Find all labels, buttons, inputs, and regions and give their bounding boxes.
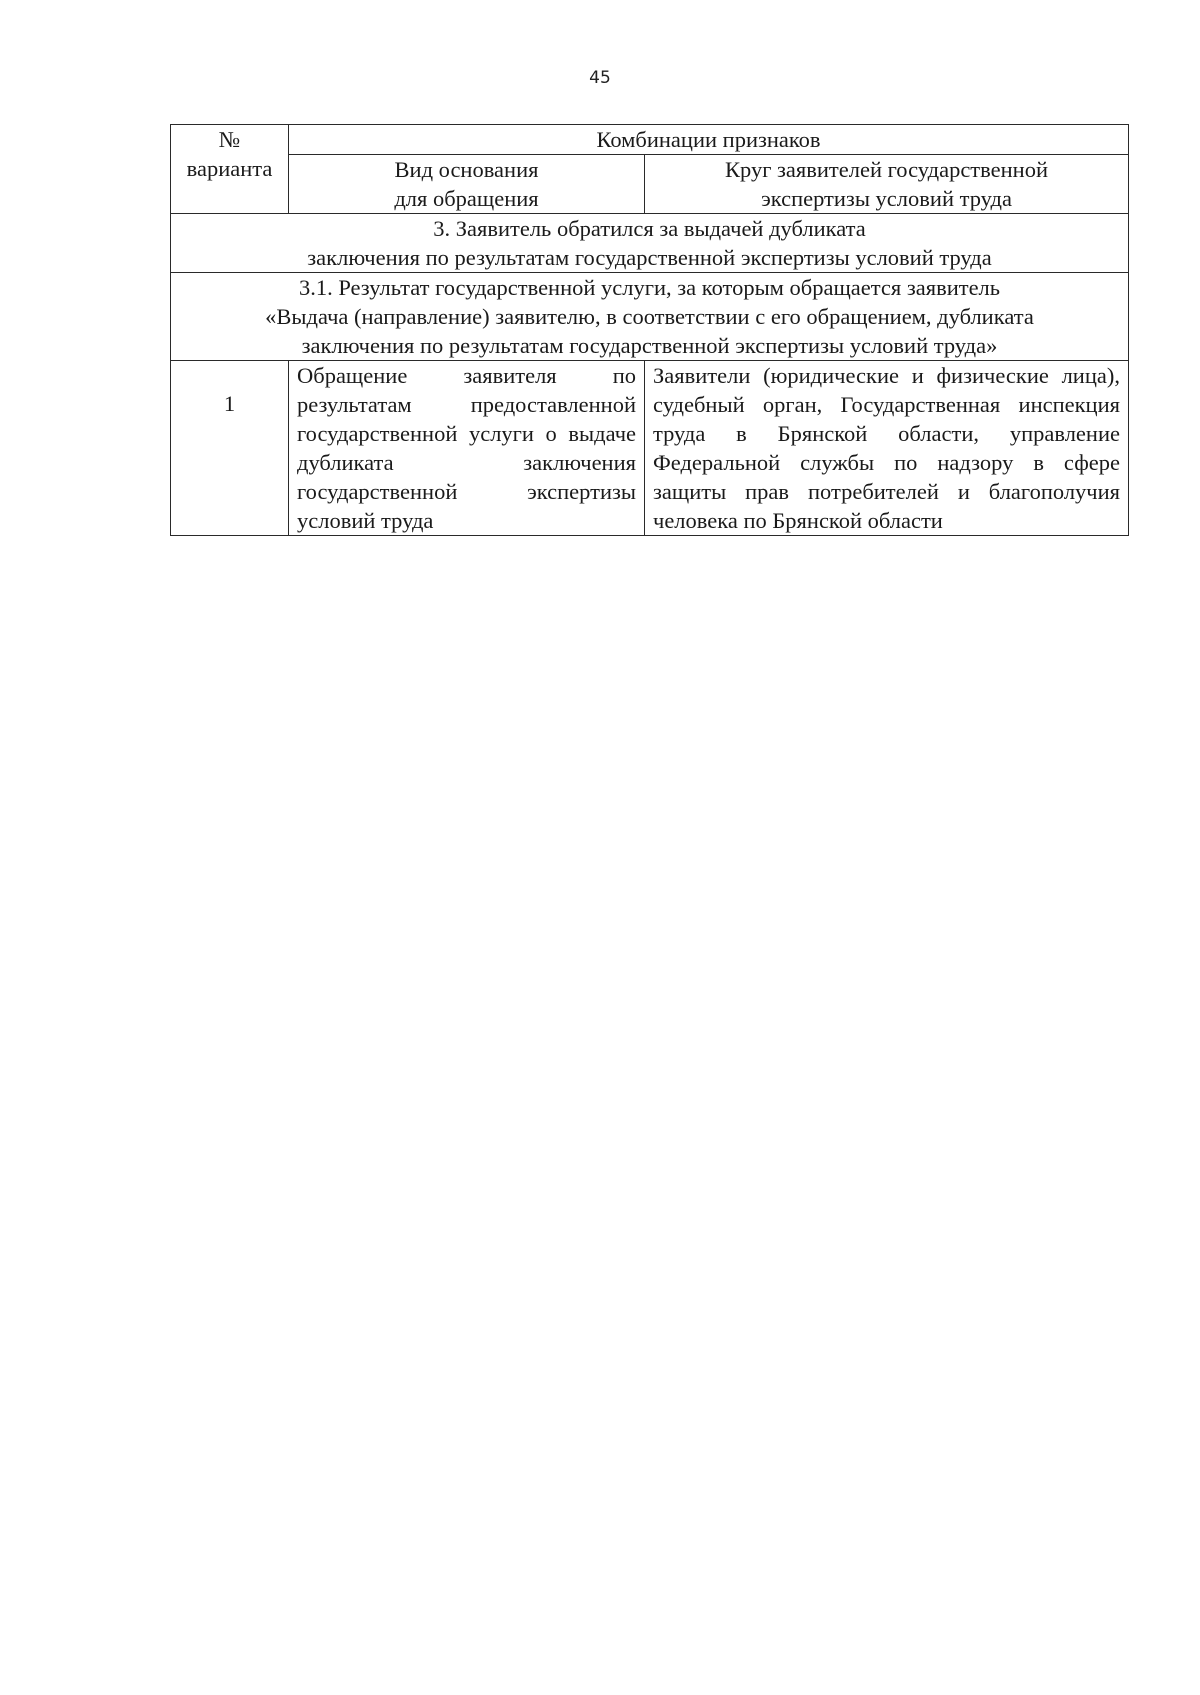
header-applicants-line2: экспертизы условий труда	[761, 186, 1012, 211]
row-number: 1	[223, 391, 236, 416]
row-basis-cell: Обращение заявителя по результатам предоставленной государственной услуги о выдаче дубликата заключения государственной экспертизы условий труда	[289, 361, 645, 536]
subsection-title-line2: «Выдача (направление) заявителю, в соответствии с его обращением, дубликата	[265, 304, 1034, 329]
subsection-title-line1: 3.1. Результат государственной услуги, за которым обращается заявитель	[298, 275, 1001, 300]
section-title-line2: заключения по результатам государственной экспертизы условий труда	[307, 245, 992, 270]
header-basis-cell	[289, 155, 645, 214]
section-title-line1: 3. Заявитель обратился за выдачей дубликата	[433, 216, 866, 241]
variants-table	[170, 124, 1129, 536]
header-basis-line1: Вид основания	[394, 157, 539, 182]
header-row-2	[171, 155, 1129, 214]
row-number-cell	[171, 361, 289, 536]
header-applicants-line1: Круг заявителей государственной	[724, 157, 1048, 182]
subsection-title-line3: заключения по результатам государственной экспертизы условий труда»	[301, 333, 998, 358]
table-row	[171, 361, 1129, 536]
header-group-cell: Комбинации признаков	[289, 125, 1129, 155]
subsection-row	[171, 273, 1129, 361]
header-basis-line2: для обращения	[394, 186, 539, 211]
header-applicants-cell	[645, 155, 1129, 214]
section-row	[171, 214, 1129, 273]
header-row-1	[171, 125, 1129, 155]
header-number-label: варианта	[186, 156, 273, 181]
subsection-title-cell	[171, 273, 1129, 361]
header-number-cell	[171, 125, 289, 214]
page-number: 45	[589, 68, 611, 88]
row-applicants-cell: Заявители (юридические и физические лица), судебный орган, Государственная инспекция труда в Брянской области, управление Федеральной службы по надзору в сфере защиты прав потребителей и благополучия человека по Брянской области	[645, 361, 1129, 536]
section-title-cell	[171, 214, 1129, 273]
header-number-symbol: №	[218, 127, 241, 152]
